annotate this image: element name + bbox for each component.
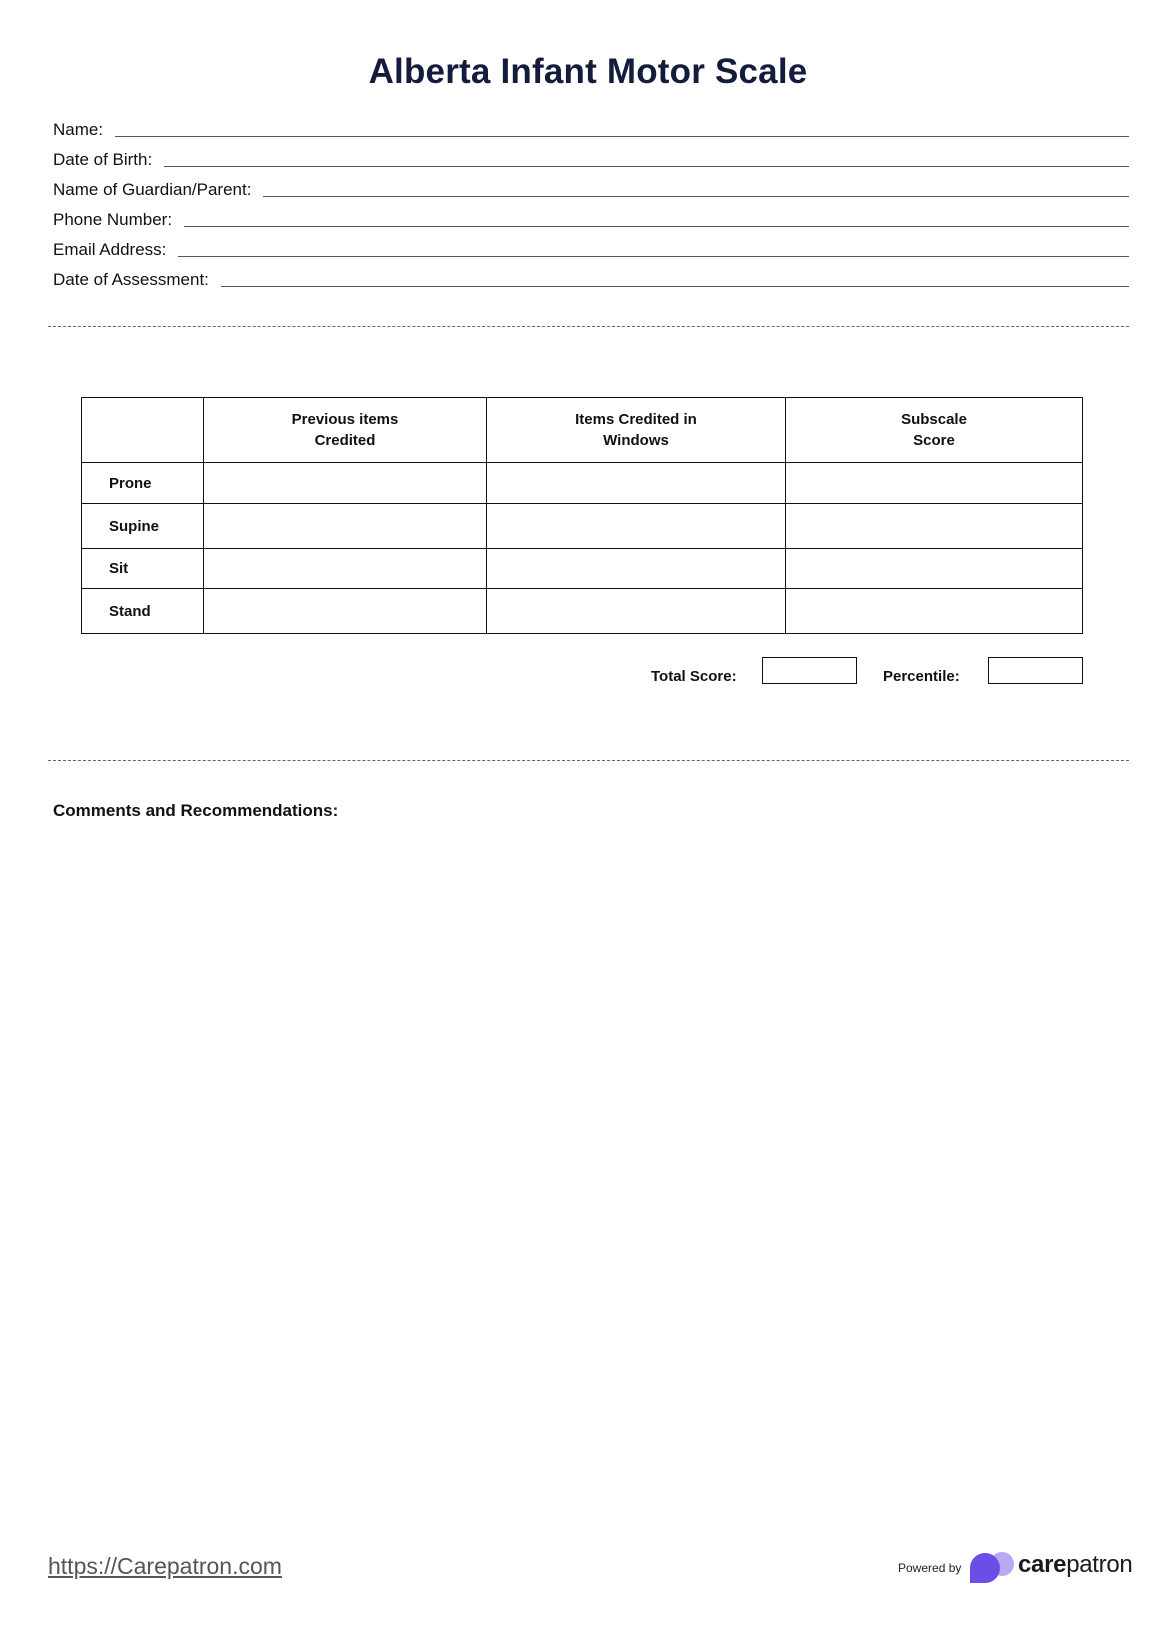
name-label: Name:	[53, 120, 104, 139]
carepatron-link[interactable]: https://Carepatron.com	[48, 1553, 282, 1579]
guardian-label: Name of Guardian/Parent:	[53, 180, 252, 199]
date-of-birth-field[interactable]	[53, 146, 1129, 170]
phone-field[interactable]	[53, 206, 1129, 230]
cell-prone-windows[interactable]	[487, 463, 786, 504]
powered-by-text: Powered by	[898, 1561, 962, 1575]
guardian-field[interactable]	[53, 176, 1129, 200]
email-label: Email Address:	[53, 240, 167, 259]
header-subscale-l2: Score	[913, 432, 955, 449]
header-subscale	[786, 398, 1083, 463]
row-label-sit: Sit	[82, 549, 204, 589]
cell-stand-windows[interactable]	[487, 589, 786, 634]
table-row	[82, 549, 1083, 589]
guardian-line[interactable]	[263, 196, 1129, 197]
total-score-box[interactable]	[762, 657, 857, 684]
cell-sit-windows[interactable]	[487, 549, 786, 589]
date-of-birth-line[interactable]	[164, 166, 1129, 167]
email-field[interactable]	[53, 236, 1129, 260]
divider-bottom	[48, 760, 1129, 761]
total-score-label: Total Score:	[651, 668, 737, 685]
phone-line[interactable]	[184, 226, 1129, 227]
row-label-stand: Stand	[82, 589, 204, 634]
table-header-row	[82, 398, 1083, 463]
carepatron-logo-icon	[968, 1551, 1016, 1585]
carepatron-brand	[1018, 1551, 1132, 1579]
header-previous-items-l2: Credited	[314, 432, 376, 449]
table-row	[82, 504, 1083, 549]
percentile-box[interactable]	[988, 657, 1083, 684]
name-line[interactable]	[115, 136, 1129, 137]
comments-heading: Comments and Recommendations:	[53, 801, 339, 820]
row-label-supine: Supine	[82, 504, 204, 549]
cell-sit-previous[interactable]	[204, 549, 487, 589]
page-title: Alberta Infant Motor Scale	[368, 52, 808, 91]
cell-stand-previous[interactable]	[204, 589, 487, 634]
brand-care: care	[1018, 1551, 1067, 1578]
cell-stand-subscale[interactable]	[786, 589, 1083, 634]
brand-patron: patron	[1066, 1551, 1133, 1578]
assessment-date-label: Date of Assessment:	[53, 270, 209, 289]
score-table	[81, 397, 1083, 634]
name-field[interactable]	[53, 116, 1129, 140]
cell-prone-subscale[interactable]	[786, 463, 1083, 504]
cell-supine-windows[interactable]	[487, 504, 786, 549]
header-subscale-l1: Subscale	[901, 411, 967, 428]
assessment-date-line[interactable]	[221, 286, 1129, 287]
divider-top	[48, 326, 1129, 327]
cell-sit-subscale[interactable]	[786, 549, 1083, 589]
email-line[interactable]	[178, 256, 1129, 257]
table-row	[82, 463, 1083, 504]
percentile-label: Percentile:	[883, 668, 960, 685]
assessment-date-field[interactable]	[53, 266, 1129, 290]
table-row	[82, 589, 1083, 634]
header-items-credited-l2: Windows	[603, 432, 669, 449]
cell-supine-subscale[interactable]	[786, 504, 1083, 549]
row-label-prone: Prone	[82, 463, 204, 504]
date-of-birth-label: Date of Birth:	[53, 150, 153, 169]
phone-label: Phone Number:	[53, 210, 173, 229]
header-empty	[82, 398, 204, 463]
header-previous-items-l1: Previous items	[291, 411, 399, 428]
header-previous-items	[204, 398, 487, 463]
header-items-credited	[487, 398, 786, 463]
header-items-credited-l1: Items Credited in	[575, 411, 697, 428]
cell-supine-previous[interactable]	[204, 504, 487, 549]
cell-prone-previous[interactable]	[204, 463, 487, 504]
